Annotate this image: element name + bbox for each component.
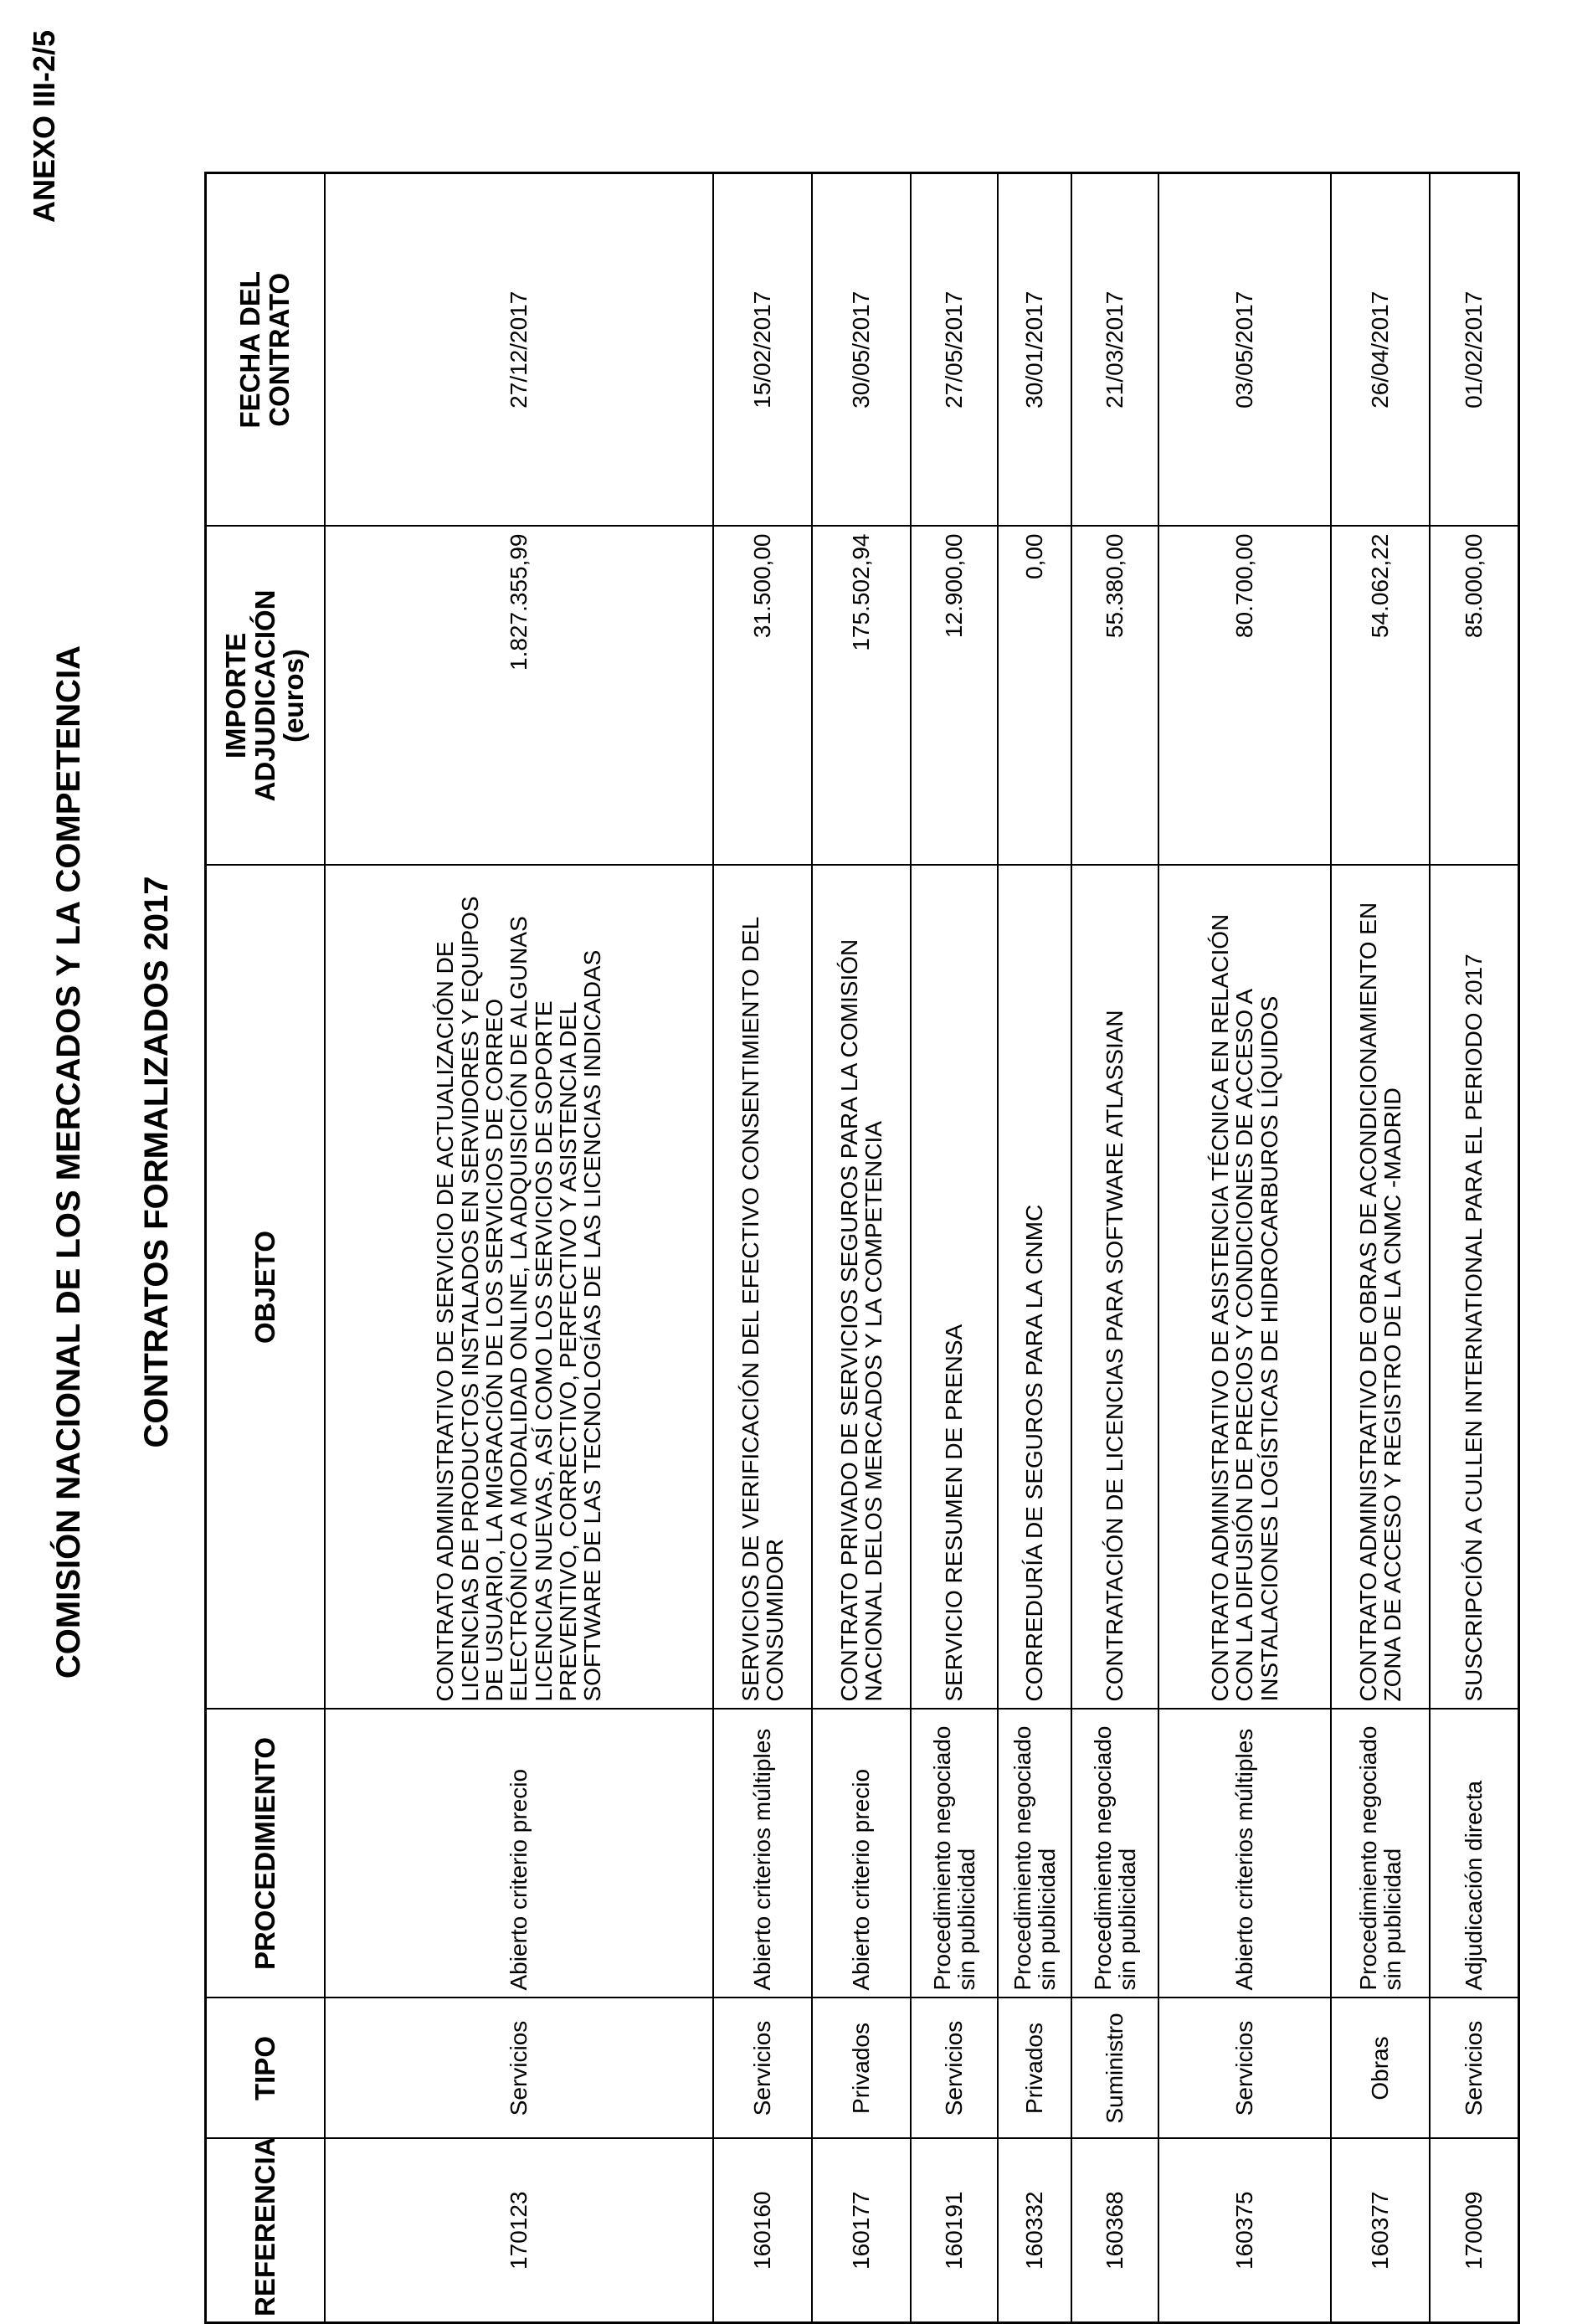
cell-referencia: 160377 [1331, 2139, 1430, 2323]
table-row [1158, 173, 1331, 2323]
contracts-table [204, 172, 1520, 2324]
cell-referencia: 160160 [713, 2139, 812, 2323]
cell-objeto: CONTRATO ADMINISTRATIVO DE ASISTENCIA TÉCNICA EN RELACIÓN CON LA DIFUSIÓN DE PRECIOS Y CONDICIONES DE ACCESO A INSTALACIONES LOGÍSTICAS DE HIDROCARBUROS LÍQUIDOS [1158, 866, 1331, 1710]
cell-procedimiento: Procedimiento negociado sin publicidad [1331, 1710, 1430, 1998]
cell-objeto: CONTRATACIÓN DE LICENCIAS PARA SOFTWARE ATLASSIAN [1071, 866, 1158, 1710]
cell-fecha: 21/03/2017 [1071, 173, 1158, 527]
cell-referencia: 170123 [325, 2139, 713, 2323]
cell-fecha: 27/05/2017 [911, 173, 998, 527]
cell-fecha: 01/02/2017 [1430, 173, 1519, 527]
table-row [1331, 173, 1430, 2323]
cell-referencia: 160191 [911, 2139, 998, 2323]
cell-fecha: 27/12/2017 [325, 173, 713, 527]
cell-objeto: SUSCRIPCIÓN A CULLEN INTERNATIONAL PARA EL PERIODO 2017 [1430, 866, 1519, 1710]
header-tipo: TIPO [206, 1998, 326, 2139]
header-fecha-line1: FECHA DEL [234, 270, 266, 429]
cell-fecha: 30/01/2017 [998, 173, 1071, 527]
cell-tipo: Servicios [1158, 1998, 1331, 2139]
header-importe-line2: ADJUDICACIÓN [249, 589, 280, 802]
cell-procedimiento: Procedimiento negociado sin publicidad [1071, 1710, 1158, 1998]
table-row [812, 173, 911, 2323]
cell-tipo: Servicios [325, 1998, 713, 2139]
cell-procedimiento: Procedimiento negociado sin publicidad [911, 1710, 998, 1998]
cell-tipo: Privados [998, 1998, 1071, 2139]
header-referencia: REFERENCIA [206, 2139, 326, 2323]
table-row [1430, 173, 1519, 2323]
annex-label: ANEXO III-2/5 [27, 29, 61, 223]
cell-importe: 175.502,94 [812, 527, 911, 866]
header-objeto: OBJETO [206, 866, 326, 1710]
cell-tipo: Servicios [911, 1998, 998, 2139]
cell-procedimiento: Abierto criterios múltiples [713, 1710, 812, 1998]
cell-importe: 0,00 [998, 527, 1071, 866]
cell-fecha: 30/05/2017 [812, 173, 911, 527]
cell-procedimiento: Abierto criterio precio [325, 1710, 713, 1998]
cell-procedimiento: Abierto criterios múltiples [1158, 1710, 1331, 1998]
cell-importe: 12.900,00 [911, 527, 998, 866]
cell-importe: 80.700,00 [1158, 527, 1331, 866]
cell-tipo: Suministro [1071, 1998, 1158, 2139]
table-row [1071, 173, 1158, 2323]
document-subtitle: CONTRATOS FORMALIZADOS 2017 [138, 876, 175, 1448]
header-importe-line1: IMPORTE [220, 632, 252, 759]
header-importe [206, 527, 326, 866]
header-fecha-line2: CONTRATO [264, 272, 295, 427]
cell-objeto: SERVICIO RESUMEN DE PRENSA [911, 866, 998, 1710]
document-title: COMISIÓN NACIONAL DE LOS MERCADOS Y LA COMPETENCIA [50, 645, 87, 1679]
cell-objeto: CORREDURÍA DE SEGUROS PARA LA CNMC [998, 866, 1071, 1710]
cell-tipo: Obras [1331, 1998, 1430, 2139]
header-fecha [206, 173, 326, 527]
cell-importe: 1.827.355,99 [325, 527, 713, 866]
cell-fecha: 15/02/2017 [713, 173, 812, 527]
table-row [998, 173, 1071, 2323]
cell-fecha: 03/05/2017 [1158, 173, 1331, 527]
cell-referencia: 160368 [1071, 2139, 1158, 2323]
cell-referencia: 170009 [1430, 2139, 1519, 2323]
cell-referencia: 160177 [812, 2139, 911, 2323]
cell-importe: 55.380,00 [1071, 527, 1158, 866]
cell-procedimiento: Abierto criterio precio [812, 1710, 911, 1998]
table-row [713, 173, 812, 2323]
cell-fecha: 26/04/2017 [1331, 173, 1430, 527]
cell-importe: 54.062,22 [1331, 527, 1430, 866]
header-procedimiento: PROCEDIMIENTO [206, 1710, 326, 1998]
cell-objeto: CONTRATO ADMINISTRATIVO DE OBRAS DE ACONDICIONAMIENTO EN ZONA DE ACCESO Y REGISTRO DE LA CNMC -MADRID [1331, 866, 1430, 1710]
cell-importe: 85.000,00 [1430, 527, 1519, 866]
cell-tipo: Servicios [1430, 1998, 1519, 2139]
cell-referencia: 160332 [998, 2139, 1071, 2323]
cell-tipo: Servicios [713, 1998, 812, 2139]
cell-objeto: CONTRATO ADMINISTRATIVO DE SERVICIO DE ACTUALIZACIÓN DE LICENCIAS DE PRODUCTOS INSTALADOS EN SERVIDORES Y EQUIPOS DE USUARIO, LA MIGRACIÓN DE LOS SERVICIOS DE CORREO ELECTRÓNICO A MODALIDAD ONLINE, LA ADQUISICIÓN DE ALGUNAS LICENCIAS NUEVAS, ASÍ COMO LOS SERVICIOS DE SOPORTE PREVENTIVO, CORRECTIVO, PERFECTIVO Y ASISTENCIA DEL SOFTWARE DE LAS TECNOLOGÍAS DE LAS LICENCIAS INDICADAS [325, 866, 713, 1710]
cell-tipo: Privados [812, 1998, 911, 2139]
cell-importe: 31.500,00 [713, 527, 812, 866]
cell-objeto: CONTRATO PRIVADO DE SERVICIOS SEGUROS PARA LA COMISIÓN NACIONAL DELOS MERCADOS Y LA COMPETENCIA [812, 866, 911, 1710]
cell-referencia: 160375 [1158, 2139, 1331, 2323]
cell-procedimiento: Procedimiento negociado sin publicidad [998, 1710, 1071, 1998]
cell-procedimiento: Adjudicación directa [1430, 1710, 1519, 1998]
table-row [911, 173, 998, 2323]
table-row [325, 173, 713, 2323]
header-importe-line3: (euros) [278, 649, 310, 743]
table-header-row [206, 173, 326, 2323]
cell-objeto: SERVICIOS DE VERIFICACIÓN DEL EFECTIVO CONSENTIMIENTO DEL CONSUMIDOR [713, 866, 812, 1710]
